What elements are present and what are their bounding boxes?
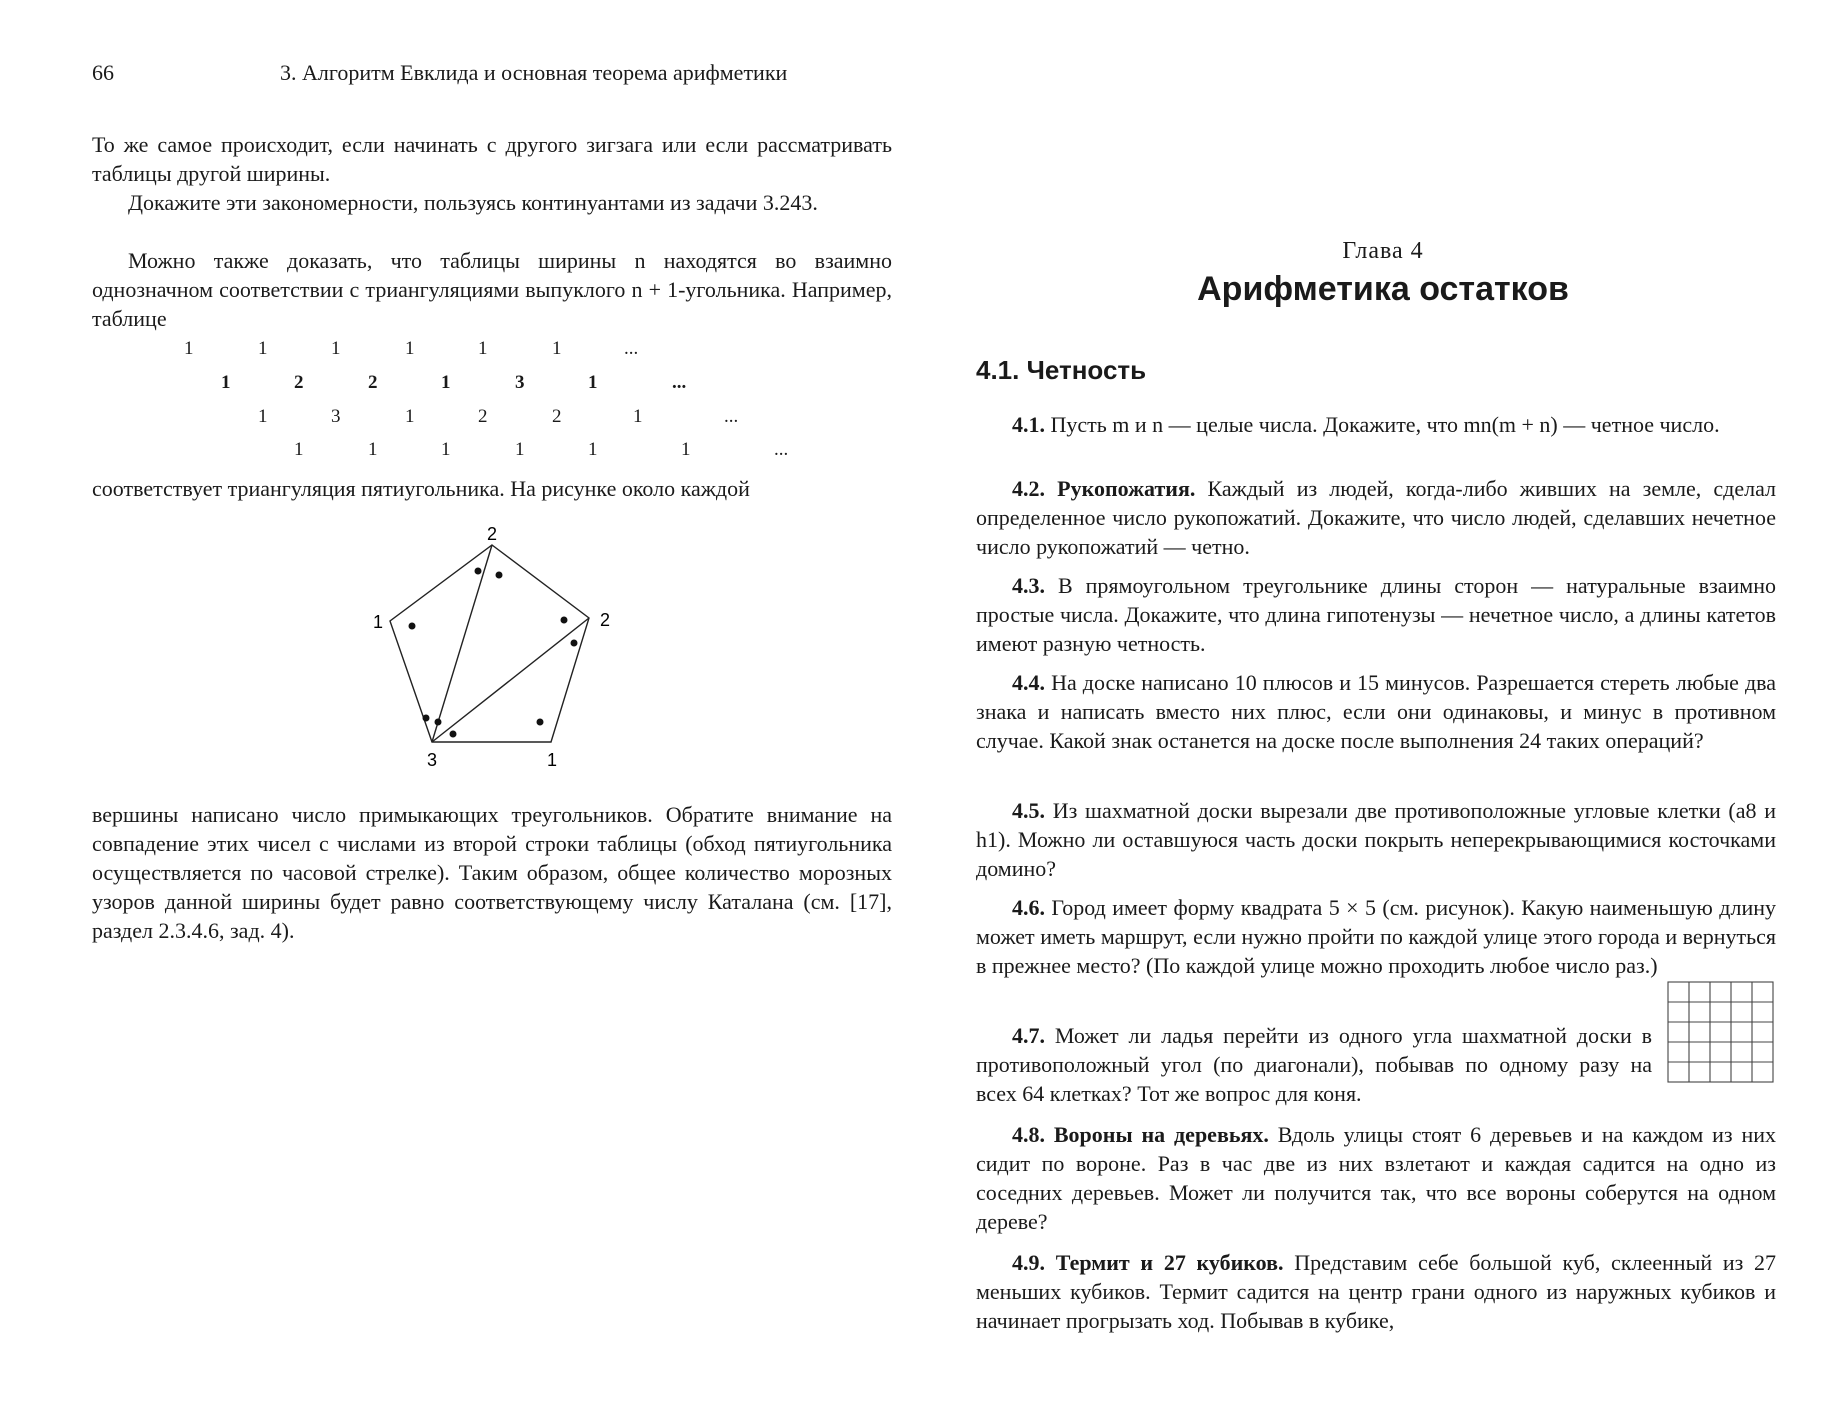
table-cell: 1 bbox=[588, 372, 598, 393]
grid-border bbox=[1668, 982, 1773, 1082]
diagonal-line bbox=[432, 545, 492, 742]
table-cell: 2 bbox=[478, 406, 488, 427]
table-cell: 1 bbox=[441, 372, 451, 393]
pentagon-triangulation-figure bbox=[360, 520, 620, 770]
table-cell: 2 bbox=[368, 372, 378, 393]
problem-text: Пусть m и n — целые числа. Докажите, что mn(m + n) — четное число. bbox=[1050, 412, 1720, 437]
table-cell: 1 bbox=[331, 338, 341, 359]
table-cell: 1 bbox=[405, 338, 415, 359]
corner-dot bbox=[571, 640, 578, 647]
corner-dot bbox=[450, 731, 457, 738]
problem-item bbox=[976, 1021, 1652, 1108]
running-header: 3. Алгоритм Евклида и основная теорема арифметики bbox=[280, 60, 788, 85]
table-cell: 1 bbox=[552, 338, 562, 359]
paragraph-1: То же самое происходит, если начинать с другого зигзага или если рассматривать таблицы другой ширины. bbox=[92, 132, 892, 186]
diagonal-line bbox=[432, 618, 589, 742]
vertex-label: 2 bbox=[487, 524, 498, 544]
paragraph-2: Докажите эти закономерности, пользуясь континуантами из задачи 3.243. bbox=[128, 190, 818, 215]
table-cell: ... bbox=[724, 406, 739, 427]
corner-dot bbox=[423, 715, 430, 722]
closing-paragraph: вершины написано число примыкающих треугольников. Обратите внимание на совпадение этих чисел с числами из второй строки таблицы (обход пятиугольника осуществляется по часовой стрелке). Таким образом, общее количество морозных узоров данной ширины будет равно соответствующему числу Каталана (см. [17], раздел 2.3.4.6, зад. 4). bbox=[92, 802, 892, 943]
page-number: 66 bbox=[92, 60, 114, 85]
problem-number: 4.8. bbox=[1012, 1122, 1045, 1147]
problem-number: 4.1. bbox=[1012, 412, 1045, 437]
after-table-text: соответствует триангуляция пятиугольника. На рисунке около каждой bbox=[92, 476, 750, 501]
chapter-label: Глава 4 bbox=[1342, 238, 1424, 264]
problem-title: Вороны на деревьях. bbox=[1053, 1122, 1269, 1147]
paragraph-3: Можно также доказать, что таблицы ширины n находятся во взаимно однозначном соответствии с триангуляциями выпуклого n + 1-угольника. Например, таблице bbox=[92, 248, 892, 331]
table-cell: 1 bbox=[221, 372, 231, 393]
table-cell: 3 bbox=[331, 406, 341, 427]
table-cell: 1 bbox=[588, 439, 598, 460]
table-cell: 1 bbox=[258, 406, 268, 427]
corner-dot bbox=[475, 568, 482, 575]
table-cell: ... bbox=[672, 372, 687, 393]
problem-item bbox=[976, 410, 1776, 439]
problem-number: 4.3. bbox=[1012, 573, 1045, 598]
vertex-label: 1 bbox=[373, 612, 384, 632]
problem-number: 4.6. bbox=[1012, 895, 1045, 920]
table-cell: 1 bbox=[478, 338, 488, 359]
problem-item bbox=[976, 1120, 1776, 1236]
table-cell: ... bbox=[774, 439, 789, 460]
problem-title: Рукопожатия. bbox=[1057, 476, 1196, 501]
table-cell: 1 bbox=[633, 406, 643, 427]
vertex-label: 2 bbox=[600, 610, 611, 630]
table-cell: 1 bbox=[294, 439, 304, 460]
problem-item bbox=[976, 474, 1776, 561]
corner-dot bbox=[561, 617, 568, 624]
corner-dot bbox=[435, 719, 442, 726]
table-cell: 2 bbox=[294, 372, 304, 393]
problem-number: 4.9. bbox=[1012, 1250, 1045, 1275]
problem-number: 4.7. bbox=[1012, 1023, 1045, 1048]
table-cell: 1 bbox=[405, 406, 415, 427]
table-cell: 2 bbox=[552, 406, 562, 427]
table-cell: 1 bbox=[368, 439, 378, 460]
problem-text: Вдоль улицы стоят 6 деревьев и на каждом из них сидит по вороне. Раз в час две из них взлетают и каждая садится на одно из соседних деревьев. Может ли получится так, что все вороны соберутся на одном дереве? bbox=[976, 1122, 1777, 1234]
corner-dot bbox=[496, 572, 503, 579]
problem-text: Может ли ладья перейти из одного угла шахматной доски в противоположный угол (по диагонали), побывав по одному разу на всех 64 клетках? Тот же вопрос для коня. bbox=[976, 1023, 1653, 1106]
problem-number: 4.5. bbox=[1012, 798, 1045, 823]
city-grid-figure bbox=[1666, 980, 1778, 1088]
problem-item bbox=[976, 893, 1776, 980]
problem-item bbox=[976, 1248, 1776, 1335]
table-cell: ... bbox=[624, 338, 639, 359]
vertex-label: 3 bbox=[427, 750, 438, 770]
table-cell: 1 bbox=[515, 439, 525, 460]
section-title: 4.1. Четность bbox=[976, 355, 1147, 385]
problem-text: На доске написано 10 плюсов и 15 минусов. Разрешается стереть любые два знака и написать вместо них плюс, если они одинаковы, и минус в противном случае. Какой знак останется на доске после выполнения 24 таких операций? bbox=[976, 670, 1777, 753]
table-cell: 1 bbox=[441, 439, 451, 460]
problem-number: 4.4. bbox=[1012, 670, 1045, 695]
problem-text: Представим себе большой куб, склеенный из 27 меньших кубиков. Термит садится на центр грани одного из наружных кубиков и начинает прогрызать ход. Побывав в кубике, bbox=[976, 1250, 1777, 1333]
table-cell: 1 bbox=[184, 338, 194, 359]
problem-item bbox=[976, 796, 1776, 883]
vertex-label: 1 bbox=[547, 750, 558, 770]
problem-item bbox=[976, 668, 1776, 755]
table-cell: 1 bbox=[258, 338, 268, 359]
problem-item bbox=[976, 571, 1776, 658]
problem-text: Каждый из людей, когда-либо живших на земле, сделал определенное число рукопожатий. Докажите, что число людей, сделавших нечетное число рукопожатий — четно. bbox=[976, 476, 1776, 559]
pentagon-outline bbox=[390, 545, 589, 742]
problem-text: В прямоугольном треугольнике длины сторон — натуральные взаимно простые числа. Докажите, что длина гипотенузы — нечетное число, а длины катетов имеют разную четность. bbox=[976, 573, 1776, 656]
chapter-title: Арифметика остатков bbox=[1197, 270, 1569, 308]
table-cell: 1 bbox=[681, 439, 691, 460]
table-cell: 3 bbox=[515, 372, 525, 393]
corner-dot bbox=[409, 623, 416, 630]
problem-title: Термит и 27 кубиков. bbox=[1055, 1250, 1284, 1275]
problem-text: Город имеет форму квадрата 5 × 5 (см. рисунок). Какую наименьшую длину может иметь маршрут, если нужно пройти по каждой улице этого города и вернуться в прежнее место? (По каждой улице можно проходить любое число раз.) bbox=[976, 895, 1776, 978]
problem-text: Из шахматной доски вырезали две противоположные угловые клетки (a8 и h1). Можно ли оставшуюся часть доски покрыть неперекрывающимися косточками домино? bbox=[976, 798, 1777, 881]
problem-number: 4.2. bbox=[1012, 476, 1045, 501]
corner-dot bbox=[537, 719, 544, 726]
